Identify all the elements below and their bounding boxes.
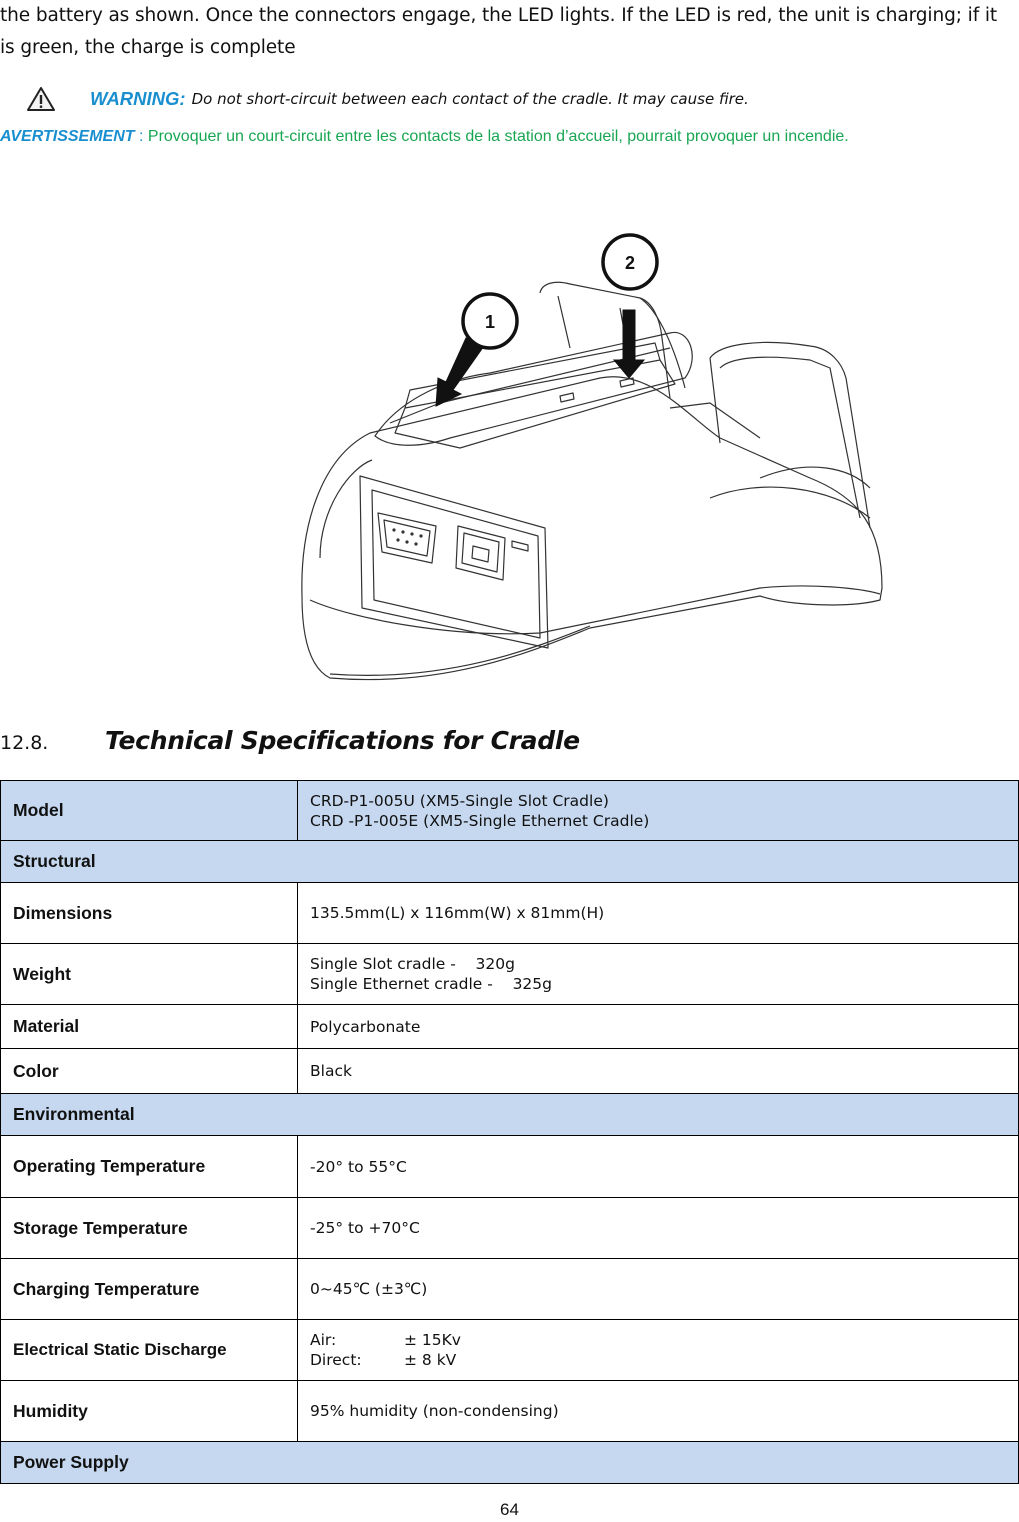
spec-table [0, 780, 1019, 1484]
color-label: Color [1, 1049, 298, 1094]
esd-direct-value: ± 8 kV [404, 1351, 457, 1369]
weight-value-line: Single Slot cradle - 320g [310, 955, 515, 973]
warning-line [26, 84, 749, 114]
table-row [1, 883, 1019, 944]
esd-direct-key: Direct: [310, 1351, 362, 1369]
dimensions-label: Dimensions [1, 883, 298, 944]
esd-value [298, 1320, 1019, 1381]
dimensions-value: 135.5mm(L) x 116mm(W) x 81mm(H) [298, 883, 1019, 944]
table-row [1, 1049, 1019, 1094]
table-section-row [1, 1442, 1019, 1484]
avertissement-label: AVERTISSEMENT [0, 128, 135, 145]
color-value: Black [298, 1049, 1019, 1094]
callout-1: 1 [484, 312, 496, 332]
warning-text: Do not short-circuit between each contact of the cradle. It may cause fire. [191, 90, 749, 108]
weight-value-line: Single Ethernet cradle - 325g [310, 975, 552, 993]
weight-label: Weight [1, 944, 298, 1005]
table-row [1, 1381, 1019, 1442]
model-value-line: CRD -P1-005E (XM5-Single Ethernet Cradle) [310, 811, 650, 830]
table-section-row [1, 1094, 1019, 1136]
callout-2: 2 [624, 253, 636, 273]
esd-air-key: Air: [310, 1331, 337, 1349]
esd-air-value: ± 15Kv [404, 1331, 461, 1349]
table-row [1, 1136, 1019, 1198]
table-row [1, 1259, 1019, 1320]
model-value-line: CRD-P1-005U (XM5-Single Slot Cradle) [310, 791, 609, 810]
humidity-value: 95% humidity (non-condensing) [298, 1381, 1019, 1442]
power-supply-header: Power Supply [1, 1442, 1019, 1484]
warning-label: WARNING: [90, 88, 186, 109]
intro-paragraph: the battery as shown. Once the connectors engage, the LED lights. If the LED is red, the unit is charging; if it is green, the charge is complete [0, 5, 998, 58]
avertissement-line [0, 128, 849, 146]
warning-triangle-icon [26, 86, 56, 112]
table-row [1, 781, 1019, 841]
operating-temperature-label: Operating Temperature [1, 1136, 298, 1198]
operating-temperature-value: -20° to 55°C [298, 1136, 1019, 1198]
avertissement-colon: : [134, 128, 148, 145]
material-value: Polycarbonate [298, 1005, 1019, 1049]
charging-temperature-value: 0~45℃ (±3℃) [298, 1259, 1019, 1320]
avertissement-text: Provoquer un court-circuit entre les contacts de la station d’accueil, pourrait provoquer un incendie. [147, 128, 849, 145]
page-number: 64 [500, 1500, 519, 1519]
section-heading [0, 726, 580, 755]
model-label: Model [1, 781, 298, 841]
table-row [1, 1005, 1019, 1049]
table-row [1, 1198, 1019, 1259]
table-row [1, 944, 1019, 1005]
model-value [298, 781, 1019, 841]
section-number: 12.8. [0, 732, 49, 754]
cradle-illustration [290, 228, 890, 690]
esd-label: Electrical Static Discharge [1, 1320, 298, 1381]
humidity-label: Humidity [1, 1381, 298, 1442]
weight-value [298, 944, 1019, 1005]
environmental-header: Environmental [1, 1094, 1019, 1136]
charging-temperature-label: Charging Temperature [1, 1259, 298, 1320]
table-row [1, 1320, 1019, 1381]
storage-temperature-label: Storage Temperature [1, 1198, 298, 1259]
material-label: Material [1, 1005, 298, 1049]
section-title: Technical Specifications for Cradle [105, 726, 580, 755]
storage-temperature-value: -25° to +70°C [298, 1198, 1019, 1259]
structural-header: Structural [1, 841, 1019, 883]
table-section-row [1, 841, 1019, 883]
